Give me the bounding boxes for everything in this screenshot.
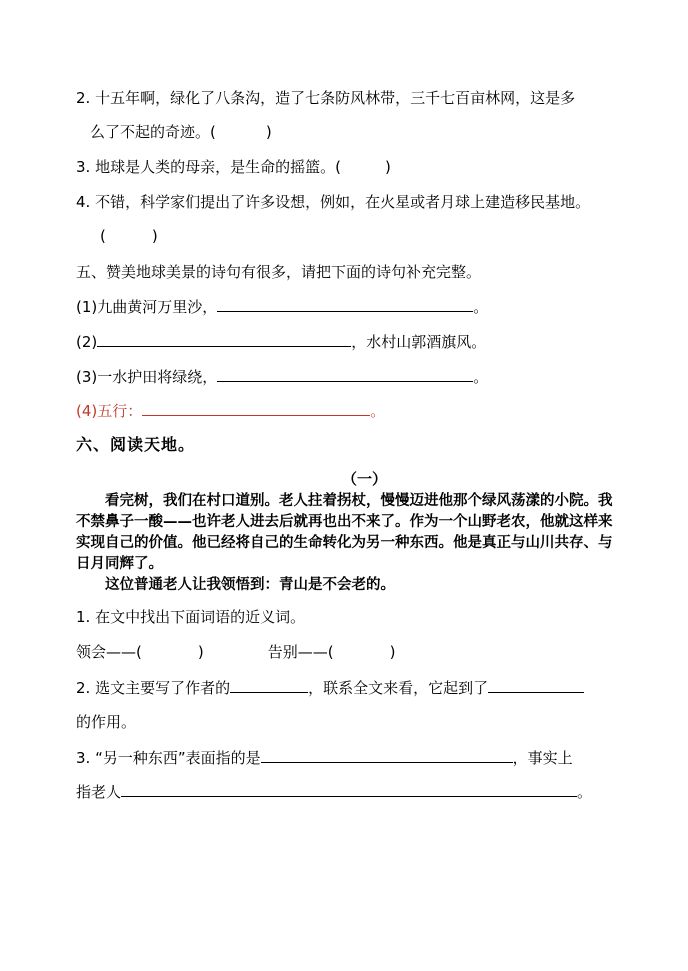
- answer-blank[interactable]: [217, 297, 473, 312]
- poem-4: (4)五行： 。: [76, 402, 386, 420]
- poem-1: (1)九曲黄河万里沙， 。: [76, 298, 489, 316]
- poem-2: (2) ，水村山郭酒旗风。: [76, 333, 487, 351]
- poem-3: (3)一水护田将绿绕， 。: [76, 368, 489, 386]
- answer-blank[interactable]: [230, 678, 308, 693]
- answer-blank[interactable]: [261, 748, 513, 763]
- section5-title: 五、赞美地球美景的诗句有很多，请把下面的诗句补充完整。: [76, 263, 482, 281]
- passage-subtitle: （一）: [342, 470, 388, 488]
- section6-title: 六、阅读天地。: [76, 435, 196, 454]
- passage-paragraph-2: 这位普通老人让我领悟到：青山是不会老的。: [105, 577, 395, 593]
- r2-line2: 的作用。: [76, 713, 137, 731]
- q2-line2: 么了不起的奇迹。( ): [90, 123, 272, 141]
- answer-blank[interactable]: [217, 367, 473, 382]
- r1-title: 1. 在文中找出下面词语的近义词。: [76, 608, 306, 626]
- r3-line2: 指老人 。: [76, 783, 593, 801]
- answer-blank[interactable]: [121, 782, 577, 797]
- r3-line1: 3. “另一种东西”表面指的是 ，事实上: [76, 749, 573, 767]
- reading-passage: [76, 491, 614, 596]
- passage-paragraph-1: 看完树，我们在村口道别。老人拄着拐杖，慢慢迈进他那个绿风荡漾的小院。我不禁鼻子一酸——也许老人进去后就再也出不来了。作为一个山野老农，他就这样来实现自己的价值。他已经将自己的生命转化为另一种东西。他是真正与山川共存、与日月同辉了。: [76, 493, 613, 572]
- answer-blank[interactable]: [488, 678, 584, 693]
- q4-line2: ( ): [100, 227, 158, 245]
- r2-line1: 2. 选文主要写了作者的 ，联系全文来看，它起到了: [76, 678, 584, 698]
- q4-line1: 4. 不错，科学家们提出了许多设想，例如，在火星或者月球上建造移民基地。: [76, 193, 591, 211]
- answer-blank[interactable]: [97, 332, 351, 347]
- r1-words: 领会——( ) 告别——( ): [76, 643, 396, 661]
- answer-blank[interactable]: [142, 401, 370, 416]
- q3: 3. 地球是人类的母亲，是生命的摇篮。( ): [76, 158, 391, 176]
- q2-line1: 2. 十五年啊，绿化了八条沟，造了七条防风林带，三千七百亩林网，这是多: [76, 89, 576, 107]
